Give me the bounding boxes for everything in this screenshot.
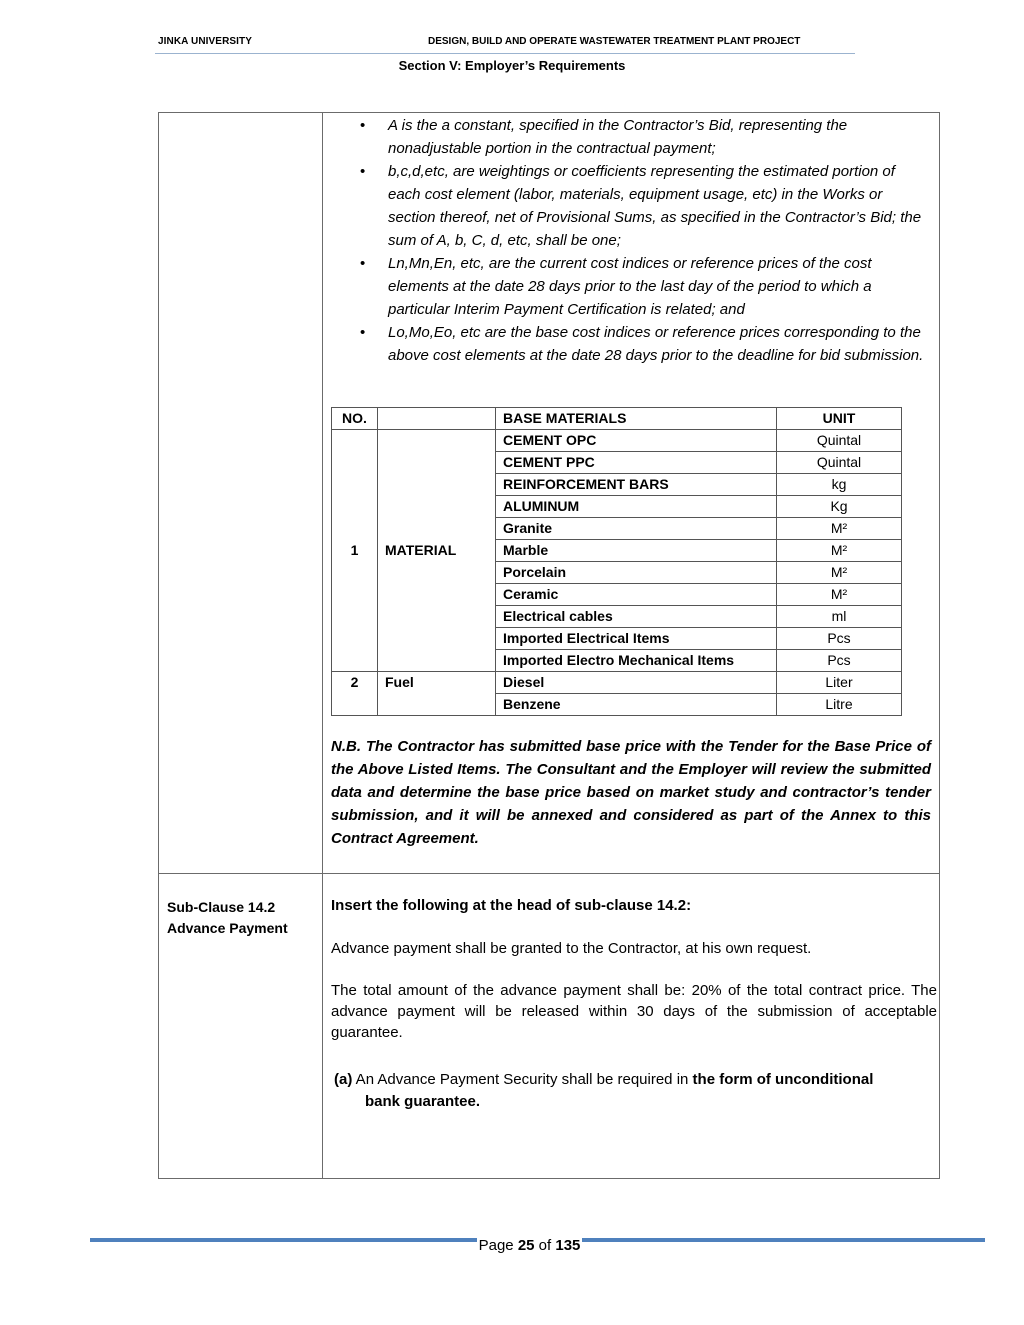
group-name: MATERIAL: [378, 430, 496, 672]
subclause-title: Advance Payment: [167, 920, 288, 936]
material-unit: Liter: [777, 672, 902, 694]
table-row: [332, 672, 902, 694]
header-base-materials: BASE MATERIALS: [496, 408, 777, 430]
subclause-number: Sub-Clause 14.2: [167, 899, 276, 915]
definition-item: • b,c,d,etc, are weightings or coefficients representing the estimated portion of each cost element (labor, materials, equipment usage, etc) in the Works or section thereof, net of Provisional Sums, as specified in the Contractor’s Bid; the sum of A, b, C, d, etc, shall be one;: [358, 160, 928, 252]
clause-table-row-divider: [158, 873, 940, 874]
material-name: Diesel: [496, 672, 777, 694]
material-name: Porcelain: [496, 562, 777, 584]
group-number: 1: [332, 430, 378, 672]
material-unit: Pcs: [777, 628, 902, 650]
material-name: Ceramic: [496, 584, 777, 606]
material-unit: M²: [777, 584, 902, 606]
definition-list: [358, 114, 928, 367]
material-unit: Quintal: [777, 452, 902, 474]
material-unit: ml: [777, 606, 902, 628]
material-name: CEMENT OPC: [496, 430, 777, 452]
security-item: [334, 1069, 934, 1113]
material-unit: Quintal: [777, 430, 902, 452]
item-marker: (a): [334, 1071, 353, 1088]
material-name: Marble: [496, 540, 777, 562]
bullet-icon: •: [360, 163, 366, 180]
advance-amount-paragraph: The total amount of the advance payment shall be: 20% of the total contract price. The advance payment will be released within 30 days of the submission of acceptable guarantee.: [331, 982, 937, 1041]
nb-note: N.B. The Contractor has submitted base price with the Tender for the Base Price of the Above Listed Items. The Consultant and the Employer will review the submitted data and determine the base price based on market study and contractor’s tender submission, and it will be annexed and considered as part of the Annex to this Contract Agreement.: [331, 738, 931, 847]
header-no: NO.: [332, 408, 378, 430]
definition-item: • A is the a constant, specified in the Contractor’s Bid, representing the nonadjustable portion in the contractual payment;: [358, 114, 928, 160]
material-unit: M²: [777, 562, 902, 584]
insert-heading: Insert the following at the head of sub-clause 14.2:: [331, 897, 692, 914]
header-divider: [155, 53, 855, 54]
material-unit: M²: [777, 518, 902, 540]
bullet-icon: •: [360, 255, 366, 272]
item-bold-text: the form of unconditional: [692, 1071, 874, 1088]
bullet-icon: •: [360, 117, 366, 134]
bullet-icon: •: [360, 324, 366, 341]
material-unit: M²: [777, 540, 902, 562]
material-name: ALUMINUM: [496, 496, 777, 518]
current-page: 25: [517, 1237, 535, 1254]
table-header-row: [332, 408, 902, 430]
clause-table-column-divider: [322, 112, 323, 1179]
header-project-title: DESIGN, BUILD AND OPERATE WASTEWATER TREATMENT PLANT PROJECT: [428, 36, 801, 47]
material-name: REINFORCEMENT BARS: [496, 474, 777, 496]
material-unit: kg: [777, 474, 902, 496]
item-bold-continuation: bank guarantee.: [365, 1093, 481, 1110]
material-name: Electrical cables: [496, 606, 777, 628]
material-name: Granite: [496, 518, 777, 540]
material-unit: Litre: [777, 694, 902, 716]
page-number: Page 25 of 135: [478, 1237, 581, 1254]
advance-payment-paragraph: Advance payment shall be granted to the Contractor, at his own request.: [331, 940, 812, 957]
definition-item: • Ln,Mn,En, etc, are the current cost indices or reference prices of the cost elements at the date 28 days prior to the last day of the period to which a particular Interim Payment Certification is related; and: [358, 252, 928, 321]
material-unit: Kg: [777, 496, 902, 518]
header-group: [378, 408, 496, 430]
item-text: An Advance Payment Security shall be required in: [352, 1071, 693, 1088]
group-number: 2: [332, 672, 378, 716]
subclause-label: [167, 897, 317, 939]
group-name: Fuel: [378, 672, 496, 716]
table-row: [332, 430, 902, 452]
material-name: CEMENT PPC: [496, 452, 777, 474]
definition-item: • Lo,Mo,Eo, etc are the base cost indices or reference prices corresponding to the above cost elements at the date 28 days prior to the deadline for bid submission.: [358, 321, 928, 367]
base-materials-table: [331, 407, 902, 716]
section-title: Section V: Employer’s Requirements: [398, 58, 626, 73]
material-name: Benzene: [496, 694, 777, 716]
material-name: Imported Electro Mechanical Items: [496, 650, 777, 672]
header-university: JINKA UNIVERSITY: [158, 36, 253, 47]
header-unit: UNIT: [777, 408, 902, 430]
material-name: Imported Electrical Items: [496, 628, 777, 650]
material-unit: Pcs: [777, 650, 902, 672]
total-pages: 135: [555, 1237, 581, 1254]
